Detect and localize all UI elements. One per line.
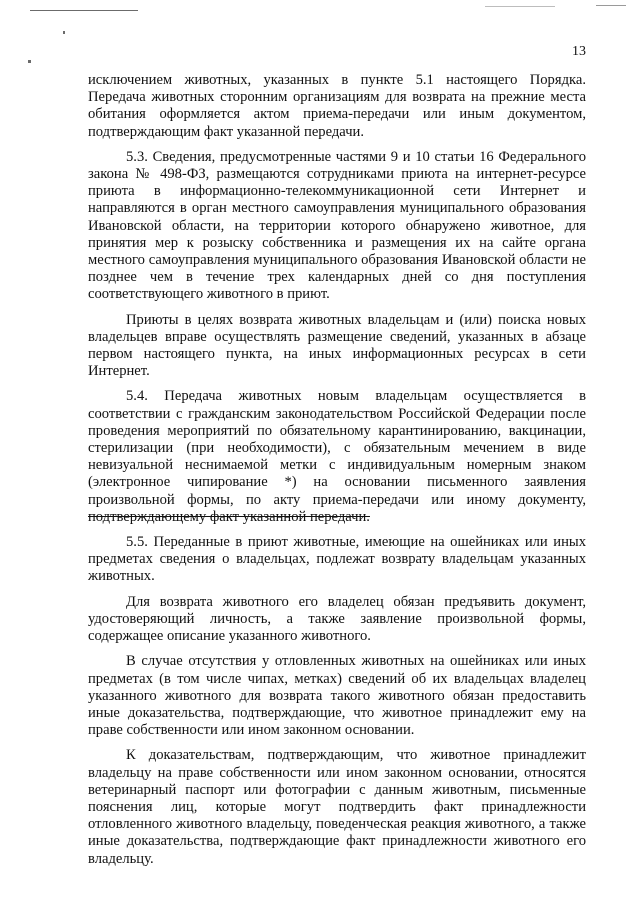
paragraph: Приюты в целях возврата животных владельцам и (или) поиска новых владельцев вправе осуществлять размещение сведений, указанных в абзаце первом настоящего пункта, на иных информационных ресурсах в сети Интернет. [88, 311, 586, 380]
paragraph: Для возврата животного его владелец обязан предъявить документ, удостоверяющий личность, а также заявление произвольной формы, содержащее описание указанного животного. [88, 593, 586, 645]
paragraph: 5.3. Сведения, предусмотренные частями 9 и 10 статьи 16 Федерального закона № 498-ФЗ, размещаются сотрудниками приюта на интернет-ресурсе приюта в информационно-телекоммуникационной сети Интернет и направляются в орган местного самоуправления муниципального образования Ивановской области, на территории которого обнаружено животное, для принятия мер к розыску собственника и размещения их на сайте органа местного самоуправления муниципального образования Ивановской области не позднее чем в течение трех календарных дней со дня поступления соответствующего животного в приют. [88, 148, 586, 303]
scan-artifact-top-right [485, 6, 555, 7]
scan-artifact-dot [28, 60, 31, 63]
scan-artifact-top-left [30, 10, 138, 11]
scan-artifact-top-right [596, 5, 626, 6]
strikethrough-text: подтверждающему факт указанной передачи. [88, 508, 370, 525]
paragraph: В случае отсутствия у отловленных животных на ошейниках или иных предметах (в том числе чипах, метках) сведений об их владельцах владелец указанного животного для возврата такого животного обязан предоставить иные доказательства, подтверждающие, что животное принадлежит ему на праве собственности или ином законном основании. [88, 653, 586, 739]
paragraph: исключением животных, указанных в пункте 5.1 настоящего Порядка. Передача животных сторонним организациям для возврата на прежние места обитания оформляется актом приема-передачи или иным документом, подтверждающим факт указанной передачи. [88, 72, 586, 140]
scan-artifact-dot [63, 31, 65, 34]
paragraph-text: 5.4. Передача животных новым владельцам осуществляется в соответствии с гражданским законодательством Российской Федерации после проведения мероприятий по обязательному карантинированию, вакцинации, стерилизации (при необходимости), с обязательным мечением в виде невизуальной неснимаемой метки с индивидуальным номерным знаком (электронное чипирование *) на основании письменного заявления произвольной формы, по акту приема-передачи или иному документу, [88, 388, 586, 508]
page-number: 13 [572, 44, 586, 59]
paragraph: К доказательствам, подтверждающим, что животное принадлежит владельцу на праве собственности или ином законном основании, относятся ветеринарный паспорт или фотографии с данным животным, письменные пояснения лиц, которые могут подтвердить факт принадлежности отловленного животного владельцу, поведенческая реакция животного, а также иные доказательства, подтверждающие факт принадлежности животного его владельцу. [88, 747, 586, 867]
paragraph-with-strikethrough [88, 388, 586, 526]
paragraph: 5.5. Переданные в приют животные, имеющие на ошейниках или иных предметах сведения о владельцах, подлежат возврату владельцам указанных животных. [88, 534, 586, 585]
document-body [88, 72, 586, 876]
